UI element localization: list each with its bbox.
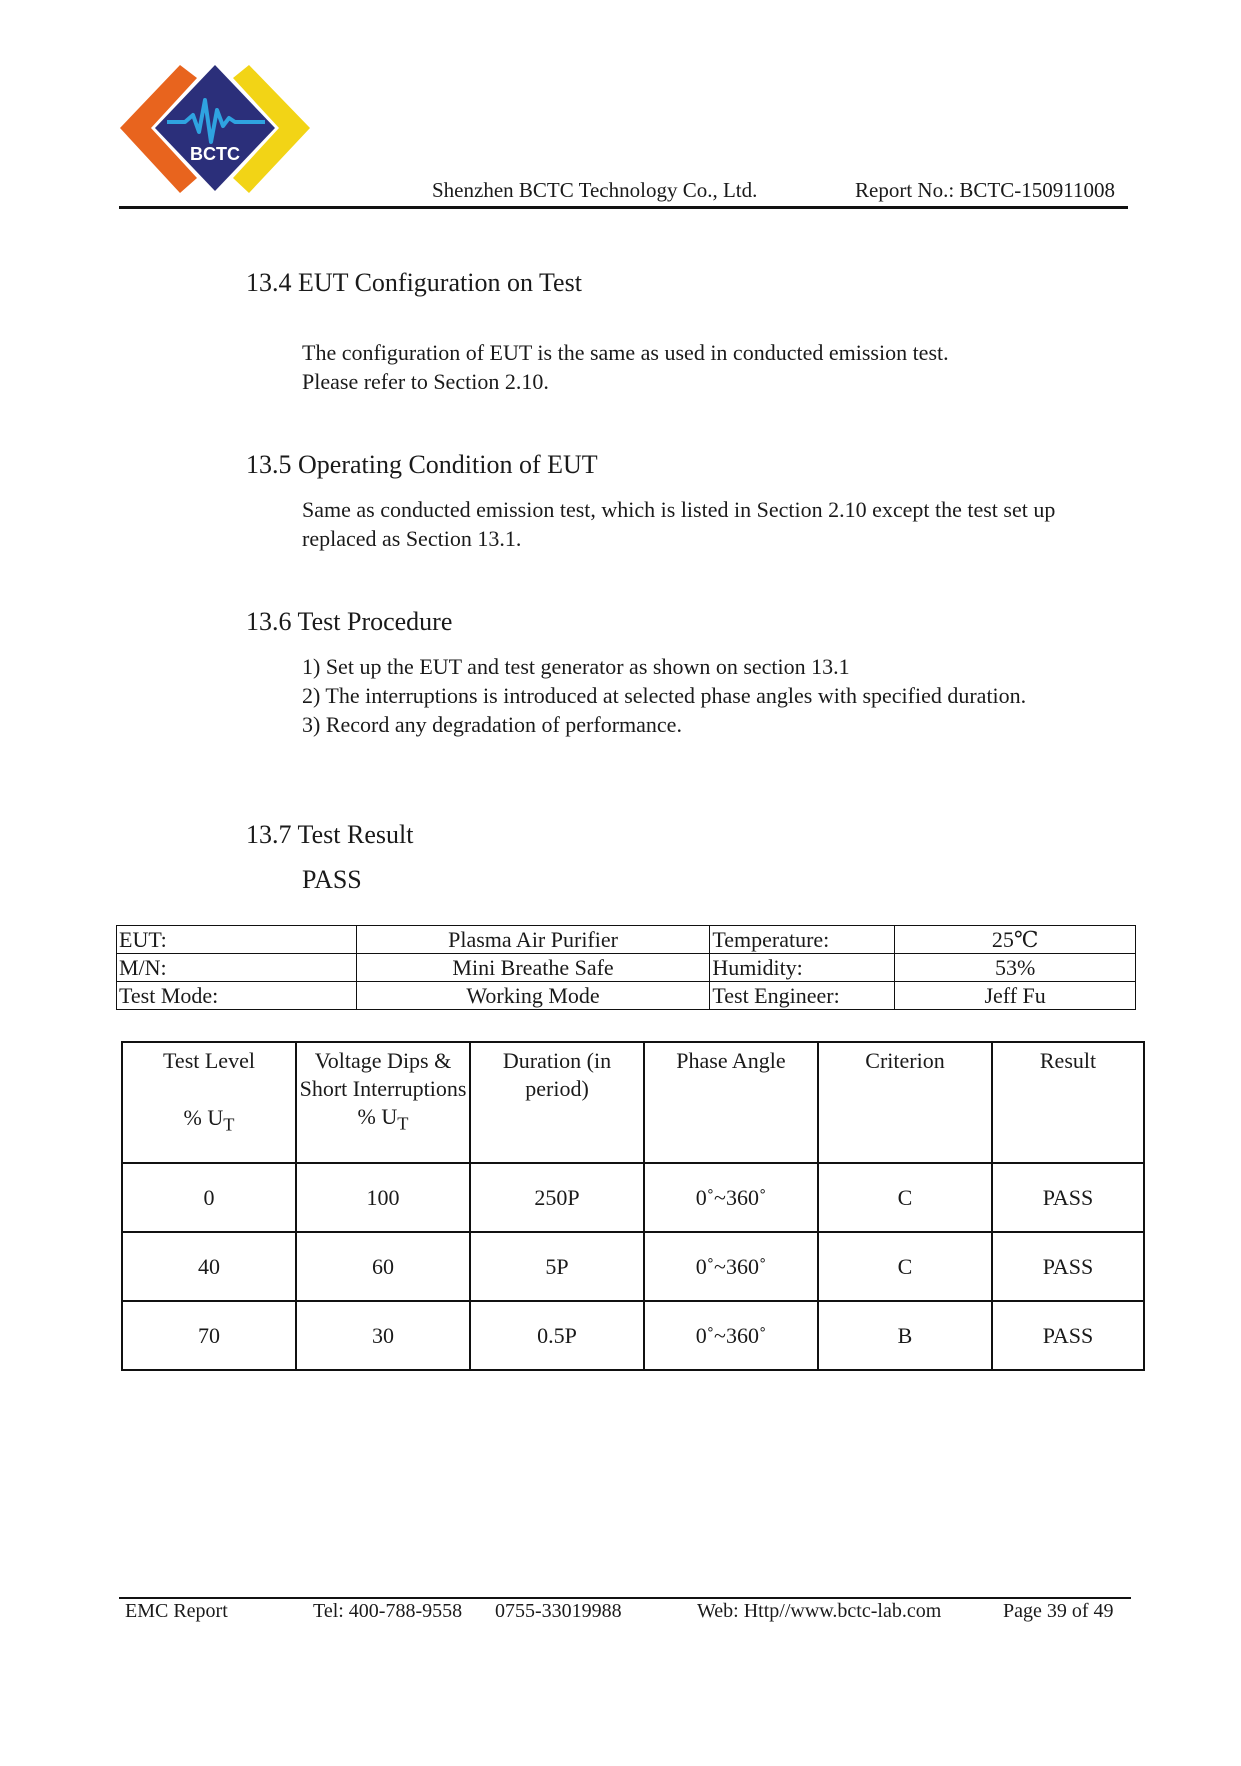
info-row-test-mode <box>117 982 1136 1010</box>
info-value-humidity: 53% <box>895 954 1136 982</box>
header-test-level-label: Test Level <box>163 1048 255 1073</box>
table-row <box>122 1232 1144 1301</box>
cell-phase-angle: 0˚~360˚ <box>644 1163 818 1232</box>
table-row <box>122 1163 1144 1232</box>
info-label-mn: M/N: <box>117 954 357 982</box>
section-13-5-line-2: replaced as Section 13.1. <box>302 526 522 551</box>
footer-rule <box>119 1597 1131 1599</box>
header-criterion: Criterion <box>818 1042 992 1163</box>
section-13-5-body <box>302 495 1055 553</box>
cell-voltage-dip: 100 <box>296 1163 470 1232</box>
cell-voltage-dip: 30 <box>296 1301 470 1370</box>
footer-tel: Tel: 400-788-9558 <box>313 1600 463 1622</box>
procedure-step-3: 3) Record any degradation of performance. <box>302 712 682 737</box>
section-13-5-line-1: Same as conducted emission test, which is listed in Section 2.10 except the test set up <box>302 497 1056 522</box>
cell-duration: 5P <box>470 1232 644 1301</box>
header-test-level <box>122 1042 296 1163</box>
info-label-eut: EUT: <box>117 926 357 954</box>
section-13-6-title: 13.6 Test Procedure <box>246 607 453 636</box>
info-value-temperature: 25℃ <box>895 926 1136 954</box>
header-voltage-dips <box>296 1042 470 1163</box>
footer-page-number: Page 39 of 49 <box>1003 1600 1114 1622</box>
header-voltage-dips-unit: % $U_T$ <box>357 1104 409 1134</box>
info-label-humidity: Humidity: <box>710 954 895 982</box>
info-value-test-mode: Working Mode <box>356 982 710 1010</box>
section-13-4-line-2: Please refer to Section 2.10. <box>302 369 549 394</box>
section-13-4-body <box>302 338 949 396</box>
cell-result: PASS <box>992 1163 1144 1232</box>
header-phase-angle: Phase Angle <box>644 1042 818 1163</box>
cell-voltage-dip: 60 <box>296 1232 470 1301</box>
cell-test-level: 0 <box>122 1163 296 1232</box>
cell-test-level: 40 <box>122 1232 296 1301</box>
header-duration: Duration (in period) <box>470 1042 644 1163</box>
footer-tel-2: 0755-33019988 <box>495 1600 622 1622</box>
footer-web: Web: Http//www.bctc-lab.com <box>697 1600 942 1622</box>
result-header-row <box>122 1042 1144 1163</box>
cell-test-level: 70 <box>122 1301 296 1370</box>
table-row <box>122 1301 1144 1370</box>
section-13-4-title: 13.4 EUT Configuration on Test <box>246 268 582 297</box>
footer-label: EMC Report <box>125 1600 228 1622</box>
header-rule <box>119 206 1128 209</box>
cell-result: PASS <box>992 1301 1144 1370</box>
cell-criterion: C <box>818 1163 992 1232</box>
info-label-test-engineer: Test Engineer: <box>710 982 895 1010</box>
cell-criterion: C <box>818 1232 992 1301</box>
cell-phase-angle: 0˚~360˚ <box>644 1301 818 1370</box>
info-label-test-mode: Test Mode: <box>117 982 357 1010</box>
info-label-temperature: Temperature: <box>710 926 895 954</box>
cell-duration: 250P <box>470 1163 644 1232</box>
section-13-5-title: 13.5 Operating Condition of EUT <box>246 450 598 479</box>
procedure-step-2: 2) The interruptions is introduced at selected phase angles with specified duration. <box>302 683 1027 708</box>
cell-result: PASS <box>992 1232 1144 1301</box>
header-test-level-unit: % $U_T$ <box>183 1105 235 1135</box>
header-result: Result <box>992 1042 1144 1163</box>
header-company: Shenzhen BCTC Technology Co., Ltd. <box>432 178 758 202</box>
header-voltage-dips-label: Voltage Dips & Short Interruptions <box>299 1048 467 1101</box>
info-value-test-engineer: Jeff Fu <box>895 982 1136 1010</box>
info-value-eut: Plasma Air Purifier <box>356 926 710 954</box>
procedure-steps <box>302 652 1026 739</box>
section-13-4-line-1: The configuration of EUT is the same as used in conducted emission test. <box>302 340 949 365</box>
info-row-mn <box>117 954 1136 982</box>
cell-phase-angle: 0˚~360˚ <box>644 1232 818 1301</box>
test-verdict: PASS <box>302 865 362 894</box>
bctc-logo <box>115 60 315 200</box>
cell-criterion: B <box>818 1301 992 1370</box>
procedure-step-1: 1) Set up the EUT and test generator as shown on section 13.1 <box>302 654 850 679</box>
eut-info-table <box>116 925 1136 1010</box>
logo-text: BCTC <box>190 144 240 164</box>
header-report-no: Report No.: BCTC-150911008 <box>855 178 1115 202</box>
test-result-table <box>121 1041 1145 1371</box>
section-13-7-title: 13.7 Test Result <box>246 820 414 849</box>
info-row-eut <box>117 926 1136 954</box>
info-value-mn: Mini Breathe Safe <box>356 954 710 982</box>
cell-duration: 0.5P <box>470 1301 644 1370</box>
